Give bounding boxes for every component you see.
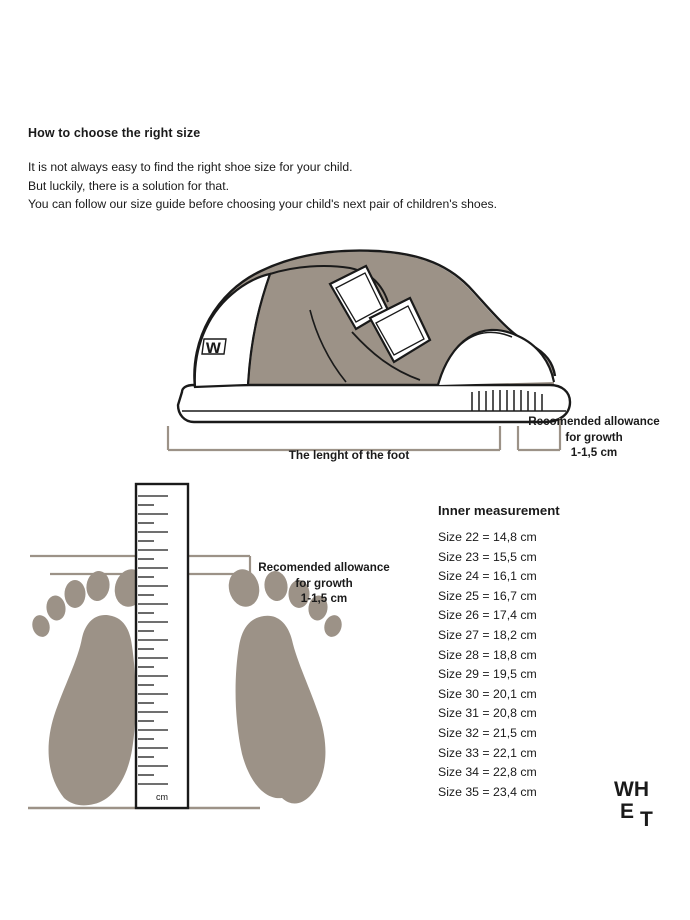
feet-illustration xyxy=(20,478,440,818)
list-item: Size 33 = 22,1 cm xyxy=(438,745,537,760)
list-item: Size 25 = 16,7 cm xyxy=(438,588,537,603)
ruler xyxy=(136,484,188,808)
list-item: Size 29 = 19,5 cm xyxy=(438,667,537,682)
allowance-top-line1: Recomended allowance xyxy=(528,415,660,428)
list-item: Size 34 = 22,8 cm xyxy=(438,765,537,780)
inner-measurement-block xyxy=(438,503,658,802)
svg-text:w: w xyxy=(206,337,221,358)
header-block xyxy=(28,126,628,214)
left-foot-sole xyxy=(49,615,136,805)
allowance-bottom-line1: Recomended allowance xyxy=(258,561,390,574)
allowance-bottom-line3: 1-1,5 cm xyxy=(300,592,348,605)
page-title: How to choose the right size xyxy=(28,126,201,140)
right-toe-5 xyxy=(322,613,344,639)
list-item: Size 31 = 20,8 cm xyxy=(438,706,537,721)
brand-logo xyxy=(614,774,674,834)
svg-text:T: T xyxy=(640,808,653,831)
left-foot xyxy=(30,566,149,805)
inner-measurement-title: Inner measurement xyxy=(438,503,560,518)
svg-text:E: E xyxy=(620,800,635,823)
list-item: Size 22 = 14,8 cm xyxy=(438,530,537,544)
list-item: Size 28 = 18,8 cm xyxy=(438,647,537,662)
allowance-bottom-line2: for growth xyxy=(295,576,353,590)
allowance-top-line3: 1-1,5 cm xyxy=(570,446,618,459)
caption-allowance-top xyxy=(508,414,680,461)
list-item: Size 35 = 23,4 cm xyxy=(438,784,537,799)
left-toe-3 xyxy=(65,580,86,608)
list-item: Size 26 = 17,4 cm xyxy=(438,608,537,623)
feet-diagram xyxy=(20,478,440,818)
wheat-logo-icon xyxy=(614,774,674,834)
header-line-3: You can follow our size guide before choosing your child's next pair of children's shoes. xyxy=(28,197,497,211)
list-item: Size 32 = 21,5 cm xyxy=(438,725,537,740)
list-item: Size 30 = 20,1 cm xyxy=(438,686,537,701)
list-item: Size 23 = 15,5 cm xyxy=(438,549,537,564)
left-toe-5 xyxy=(30,613,52,639)
right-foot-sole xyxy=(236,616,326,804)
list-item: Size 27 = 18,2 cm xyxy=(438,627,537,642)
inner-measurement-list xyxy=(438,528,658,802)
left-toe-4 xyxy=(45,594,67,621)
allowance-top-line2: for growth xyxy=(565,430,623,444)
list-item: Size 24 = 16,1 cm xyxy=(438,569,537,584)
caption-foot-length: The lenght of the foot xyxy=(288,448,410,462)
ruler-unit-label: cm xyxy=(156,792,168,802)
caption-allowance-bottom xyxy=(238,560,410,607)
header-line-1: It is not always easy to find the right shoe size for your child. xyxy=(28,160,353,174)
header-line-2: But luckily, there is a solution for that. xyxy=(28,178,229,193)
svg-text:WH: WH xyxy=(614,778,649,801)
